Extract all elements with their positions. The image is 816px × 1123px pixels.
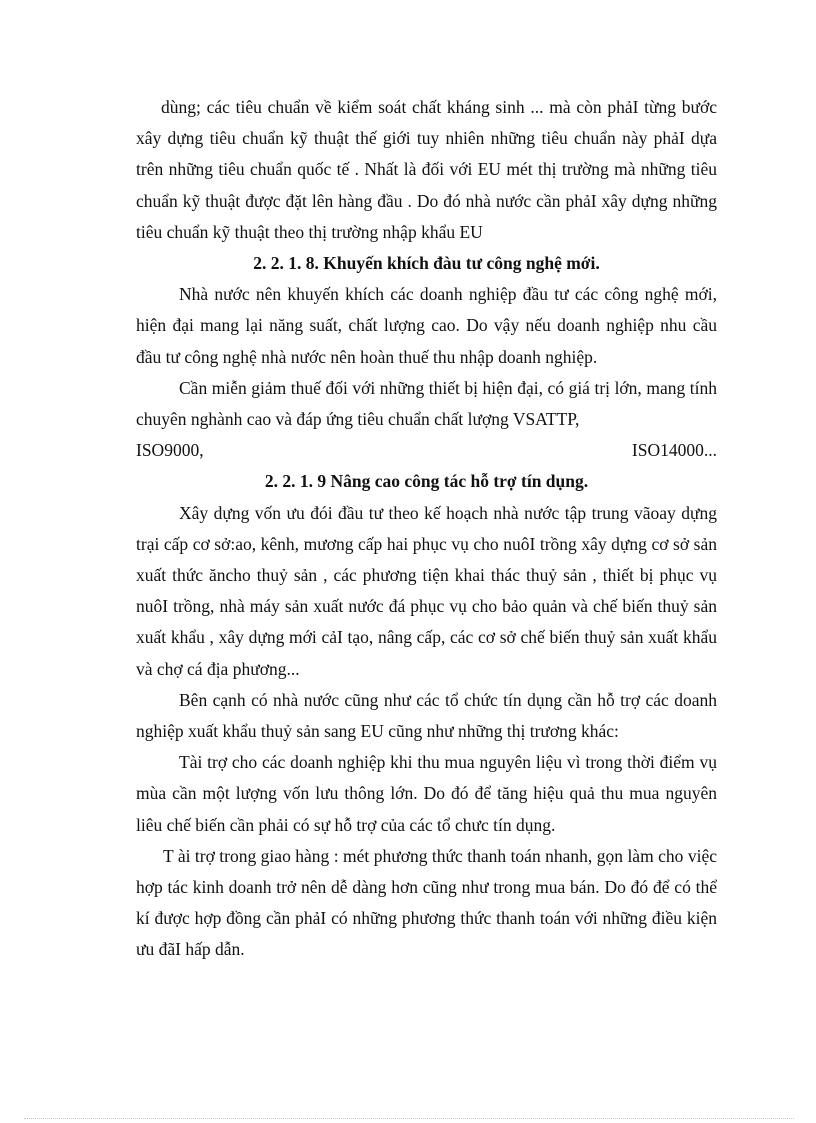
paragraph-raw-material-finance: Tài trợ cho các doanh nghiệp khi thu mua nguyên liệu vì trong thời điểm vụ mùa cần một lượng vốn lưu thông lớn. Do đó để tăng hiệu quả thu mua nguyên liêu chế biến cần phải có sự hỗ trợ của các tổ chưc tín dụng.	[136, 752, 717, 835]
paragraph-preferential-capital: Xây dựng vốn ưu đói đầu tư theo kế hoạch nhà nước tập trung vãoay dựng trại cấp cơ sở:ao, kênh, mương cấp hai phục vụ cho nuôI trồng xây dựng cơ sở sản xuất thức ăncho thuỷ sản , các phương tiện khai thác thuỷ sản , thiết bị phục vụ nuôI trồng, nhà máy sản xuất nước đá phục vụ cho bảo quản và chế biến thuỷ sản xuất khẩu , xây dựng mới cảI tạo, nâng cấp, các cơ sở chế biến thuỷ sản xuất khẩu và chợ cá địa phương...	[136, 502, 717, 679]
page-bottom-dotted-rule	[24, 1118, 794, 1119]
iso-standards-line	[136, 435, 717, 466]
paragraph-technology-investment: Nhà nước nên khuyến khích các doanh nghiệp đầu tư các công nghệ mới, hiện đại mang lại năng suất, chất lượng cao. Do vậy nếu doanh nghiệp nhu cầu đầu tư công nghệ nhà nước nên hoàn thuế thu nhập doanh nghiệp.	[136, 284, 717, 367]
iso-9000-text: ISO9000,	[136, 440, 204, 461]
paragraph-delivery-finance: T ài trợ trong giao hàng : mét phương thức thanh toán nhanh, gọn làm cho việc hợp tác kinh doanh trở nên dễ dàng hơn cũng như trong mua bán. Do đó để có thể kí được hợp đồng cần phảI có những phương thức thanh toán với những điều kiện ưu đãI hấp dẫn.	[136, 845, 717, 960]
paragraph-tax-exemption: Cần miễn giảm thuế đối với những thiết bị hiện đại, có giá trị lớn, mang tính chuyên nghành cao và đáp ứng tiêu chuẩn chất lượng VSATTP,	[136, 377, 717, 430]
section-heading-2-2-1-9: 2. 2. 1. 9 Nâng cao công tác hỗ trợ tín dụng.	[264, 471, 589, 492]
iso-14000-text: ISO14000...	[631, 440, 717, 461]
section-heading-2-2-1-8: 2. 2. 1. 8. Khuyến khích đàu tư công nghệ mới.	[253, 253, 600, 274]
document-body	[136, 92, 717, 966]
paragraph-credit-support: Bên cạnh có nhà nước cũng như các tổ chức tín dụng cần hỗ trợ các doanh nghiệp xuất khẩu thuỷ sản sang EU cũng như những thị trương khác:	[136, 689, 717, 742]
paragraph-intro: dùng; các tiêu chuẩn về kiểm soát chất kháng sinh ... mà còn phảI từng bước xây dựng tiêu chuẩn kỹ thuật thế giới tuy nhiên những tiêu chuẩn này phảI dựa trên những tiêu chuẩn quốc tế . Nhất là đối với EU mét thị trường mà những tiêu chuẩn kỹ thuật được đặt lên hàng đầu . Do đó nhà nước cần phảI xây dựng những tiêu chuẩn kỹ thuật theo thị trường nhập khẩu EU	[136, 97, 717, 242]
